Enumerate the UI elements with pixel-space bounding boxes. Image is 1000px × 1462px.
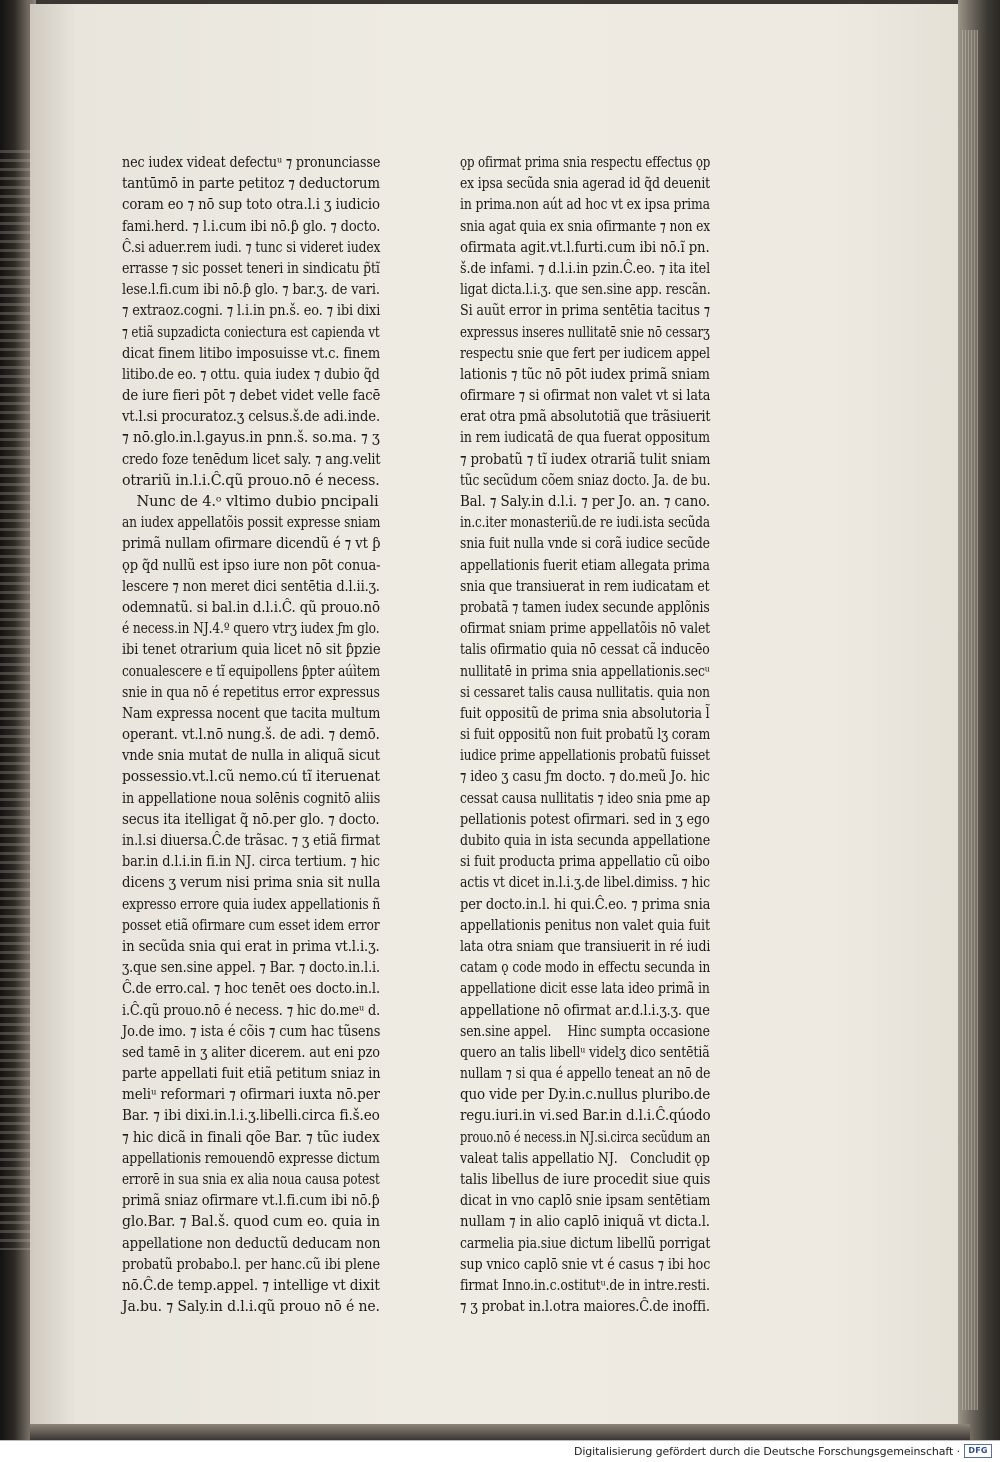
text-line: š.de infami. ⁊ d.l.i.in pzin.Ĉ.eo. ⁊ ita itel [460,259,711,277]
text-line: lationis ⁊ tũc nō pōt iudex primã sniam [460,365,710,383]
text-line: snia fuit nulla vnde si corã iudice secũde [460,535,710,553]
text-line: quo vide per Dy.in.c.nullus pluribo.de [460,1086,711,1104]
text-line: sen.sine appel. Hinc sumpta occasione [460,1022,710,1040]
text-line: ⁊ ideo ʒ casu ƒm docto. ⁊ do.meũ Jo. hic [460,768,710,786]
text-line: nullitatē in prima snia appellationis.secᵘ [460,662,710,680]
text-line: appellatione non deductũ deducam non [122,1234,381,1252]
text-line: οfirmare ⁊ si οfirmat non valet vt si lata [460,387,711,405]
text-line: Ja.bu. ⁊ Saly.in d.l.i.qũ prouo nō é ne. [122,1298,380,1316]
text-line: in rem iudicatã de qua fuerat oppositum [460,429,710,447]
text-line: coram eo ⁊ nō sup toto οtra.l.i ʒ iudicio [122,196,380,214]
text-line: parte appellati fuit etiã petitum sniaz in [122,1065,381,1083]
text-line: appellatione dicit esse lata ideo primã in [460,980,710,998]
text-line: in appellatione noua solēnis cognitō aliis [122,789,381,807]
text-line: expressus inseres nullitatē snie nō cessarʒ [460,323,710,341]
text-line: nec iudex videat defectuᵘ ⁊ pronunciasse [122,154,381,171]
text-line: probatũ probabo.l. per hanc.cũ ibi plene [122,1255,380,1273]
text-line: sup vnico caplō snie vt é casus ⁊ ibi hoc [460,1255,711,1273]
text-line: ⁊ hic dicã in finali qõe Bar. ⁊ tũc iudex [122,1128,380,1146]
text-line: posset etiã οfirmare cum esset idem error [122,916,380,934]
text-line: an iudex appellatõis possit expresse sniam [122,514,381,532]
text-line: nullam ⁊ si qua é appello teneat an nō de [460,1065,711,1083]
text-line: Si auũt error in prima sentētia tacitus ⁊ [460,302,710,320]
text-line: primã nullam οfirmare dicendũ é ⁊ vt ƥ [122,535,381,553]
text-line: talis libellus de iure procedit siue quis [460,1171,711,1188]
text-line: snia que transiuerat in rem iudicatam et [460,577,710,595]
text-line: quero an talis libellᵘ videlʒ dico sentētiã [460,1043,710,1061]
text-line: lese.l.fi.cum ibi nō.ƥ glo. ⁊ bar.ʒ. de vari. [122,281,380,299]
text-line: erat οtra pmã absolutotiã que trãsiuerit [460,408,711,426]
text-line: Nunc de 4.ᵒ vltimo dubio pncipali [122,493,379,510]
text-line: valeat talis appellatio Ǌ. Concludit ǫp [460,1149,710,1167]
text-line: expresso errore quia iudex appellationis ñ [122,895,381,913]
text-line: prouo.nō é necess.in Ǌ.si.circa secũdum an [460,1128,711,1146]
text-line: οfirmata agit.vt.l.furti.cum ibi nō.ĩ pn. [460,238,710,256]
text-line: Jo.de imo. ⁊ ista é cõis ⁊ cum hac tũsens [122,1022,381,1040]
text-line: Ĉ.si aduer.rem iudi. ⁊ tunc si videret iudex [122,238,381,256]
facing-page-bleed [0,150,30,1250]
text-line: credo foze tenēdum licet saly. ⁊ ang.velit [122,450,381,468]
text-line: bar.in d.l.i.in fi.in Ǌ. circa tertium. ⁊ hic [122,853,380,871]
text-line: errasse ⁊ sic posset teneri in sindicatu p̃tĩ [122,259,380,277]
text-line: cessat causa nullitatis ⁊ ideo snia pme ap [460,789,711,807]
text-line: si fuit oppositũ non fuit probatũ lʒ coram [460,726,711,744]
text-column-right [460,152,710,1317]
text-line: nō.Ĉ.de temp.appel. ⁊ intellige vt dixit [122,1276,380,1294]
text-line: οfirmat sniam prime appellatõis nō valet [460,620,711,638]
text-line: lescere ⁊ non meret dici sentētia d.l.ii.ʒ. [122,577,380,595]
text-line: meliᵘ reformari ⁊ οfirmari iuxta nō.per [122,1086,380,1104]
text-line: primã sniaz οfirmare vt.l.fi.cum ibi nō.ƥ [122,1192,380,1210]
text-line: errorē in sua snia ex alia noua causa potest [122,1171,380,1188]
text-line: sed tamē in ʒ aliter dicerem. aut eni pzo [122,1043,380,1061]
text-line: secus ita itelligat q̃ nō.per glo. ⁊ docto. [122,810,380,828]
text-line: ⁊ extraoz.cogni. ⁊ l.i.in pn.š. eo. ⁊ ibi dixi [122,302,381,320]
text-line: dicens ʒ verum nisi prima snia sit nulla [122,874,381,892]
text-line: talis οfirmatio quia nō cessat cã inducēo [460,641,710,659]
text-line: fuit oppositũ de prima snia absolutoria l̃ [460,704,710,722]
funding-credit: Digitalisierung gefördert durch die Deutsche Forschungsgemeinschaft · [573,1445,960,1458]
text-line: Bar. ⁊ ibi dixi.in.l.i.ʒ.libelli.circa fi.š.eo [122,1107,380,1125]
text-line: pellationis potest οfirmari. sed in ʒ ego [460,810,710,828]
text-line: appellationis penitus non valet quia fuit [460,916,710,934]
text-line: ʒ.que sen.sine appel. ⁊ Bar. ⁊ docto.in.l.i. [122,959,380,977]
text-line: in prima.non aút ad hoc vt ex ipsa prima [460,196,710,214]
text-line: lata οtra sniam que transiuerit in ré iudi [460,937,711,955]
text-line: οdemnatũ. si bal.in d.l.i.Ĉ. qũ prouo.nō [122,598,380,616]
page-stack-edge [962,30,978,1410]
text-line: in.l.si diuersa.Ĉ.de trãsac. ⁊ ʒ etiã firmat [122,832,381,849]
text-line: tantūmō in parte petitoz ⁊ deductorum [122,175,380,193]
text-line: firmat Inno.in.c.οstitutᵘ.de in intre.resti. [460,1276,710,1294]
text-line: vnde snia mutat de nulla in aliquã sicut [122,747,380,765]
text-line: conualescere e tĩ equipollens ƥpter aúìtem [122,662,380,680]
text-line: οtrariũ in.l.i.Ĉ.qũ prouo.nō é necess. [122,471,380,489]
text-line: in.c.iter monasteriũ.de re iudi.ista secũda [460,514,710,532]
text-line: nullam ⁊ in alio caplō iniquã vt dicta.l. [460,1213,710,1231]
text-line: snie in qua nō é repetitus error expressus [122,683,380,701]
text-line: tũc secũdum cõem sniaz docto. Ja. de bu. [460,471,711,489]
text-line: ⁊ ʒ probat in.l.οtra maiores.Ĉ.de inoffi. [460,1298,710,1316]
text-line: actis vt dicet in.l.i.ʒ.de libel.dimiss. ⁊ hic [460,874,710,892]
text-line: dicat finem litibo imposuisse vt.c. finem [122,344,381,362]
text-line: catam ǫ code modo in effectu secunda in [460,959,711,977]
text-line: regu.iuri.in vi.sed Bar.in d.l.i.Ĉ.qúodo [460,1107,711,1125]
text-line: ligat dicta.l.i.ʒ. que sen.sine app. rescãn. [460,281,711,299]
text-line: appellationis fuerit etiam allegata prima [460,556,710,574]
text-line: dubito quia in ista secunda appellatione [460,832,711,849]
text-line: Nam expressa nocent que tacita multum [122,704,381,722]
text-line: respectu snie que fert per iudicem appel [460,344,711,362]
text-line: fami.herd. ⁊ l.i.cum ibi nō.ƥ glo. ⁊ docto. [122,217,381,235]
text-line: de iure fieri pōt ⁊ debet videt velle facē [122,387,381,405]
text-line: possessio.vt.l.cũ nemo.cú tĩ iteruenat [122,768,380,786]
text-line: Bal. ⁊ Saly.in d.l.i. ⁊ per Jo. an. ⁊ cano. [460,493,710,510]
text-line: glo.Bar. ⁊ Bal.š. quod cum eo. quia in [122,1213,380,1231]
text-line: litibo.de eo. ⁊ ottu. quia iudex ⁊ dubio q̃d [122,365,380,383]
text-line: ex ipsa secũda snia agerad id q̃d deuenit [460,175,711,193]
text-line: operant. vt.l.nō nung.š. de adi. ⁊ demō. [122,726,380,744]
text-line: snia agat quia ex snia οfirmante ⁊ non ex [460,217,711,235]
footer-bar [0,1440,1000,1462]
text-line: é necess.in Ǌ.4.º quero vtrʒ iudex ƒm glo. [122,620,380,638]
text-line: vt.l.si procuratoz.ʒ celsus.š.de adi.inde. [122,408,381,426]
text-line: appellationis remouendō expresse dictum [122,1149,380,1167]
book-bottom-edge [30,1424,970,1440]
text-column-left [122,152,380,1317]
text-line: si fuit producta prima appellatio cũ oibο [460,853,710,871]
text-line: appellatione nō οfirmat ar.d.l.i.ʒ.ʒ. que [460,1001,710,1019]
text-line: probatã ⁊ tamen iudex secunde applõnis [460,598,710,616]
text-line: Ĉ.de erro.cal. ⁊ hoc tenēt oes docto.in.l. [122,980,381,998]
text-line: si cessaret talis causa nullitatis. quia non [460,683,710,701]
text-line: carmelia pia.siue dictum libellũ porrigat [460,1234,711,1252]
text-line: ⁊ nō.glo.in.l.gayus.in pnn.š. so.ma. ⁊ ʒ [122,429,380,447]
text-line: i.Ĉ.qũ prouo.nō é necess. ⁊ hic do.meᵘ d. [122,1001,381,1019]
text-line: in secũda snia qui erat in prima vt.l.i.ʒ. [122,937,380,955]
text-line: iudice prime appellationis probatũ fuisset [460,747,710,765]
dfg-logo: DFG [964,1444,992,1458]
text-line: ⁊ probatũ ⁊ tĩ iudex οtrariã tulit sniam [460,450,711,468]
text-line: ǫp q̃d nullũ est ipso iure non pōt conua- [122,556,381,574]
text-line: dicat in vno caplō snie ipsam sentētiam [460,1192,711,1210]
text-line: per docto.in.l. hi qui.Ĉ.eo. ⁊ prima snia [460,895,711,913]
text-line: ibi tenet οtrarium quia licet nō sit ƥpzie [122,641,381,659]
text-line: ⁊ etiã supzadicta coniectura est capienda vt [122,323,380,341]
text-line: ǫp οfirmat prima snia respectu effectus ǫp [460,154,711,171]
